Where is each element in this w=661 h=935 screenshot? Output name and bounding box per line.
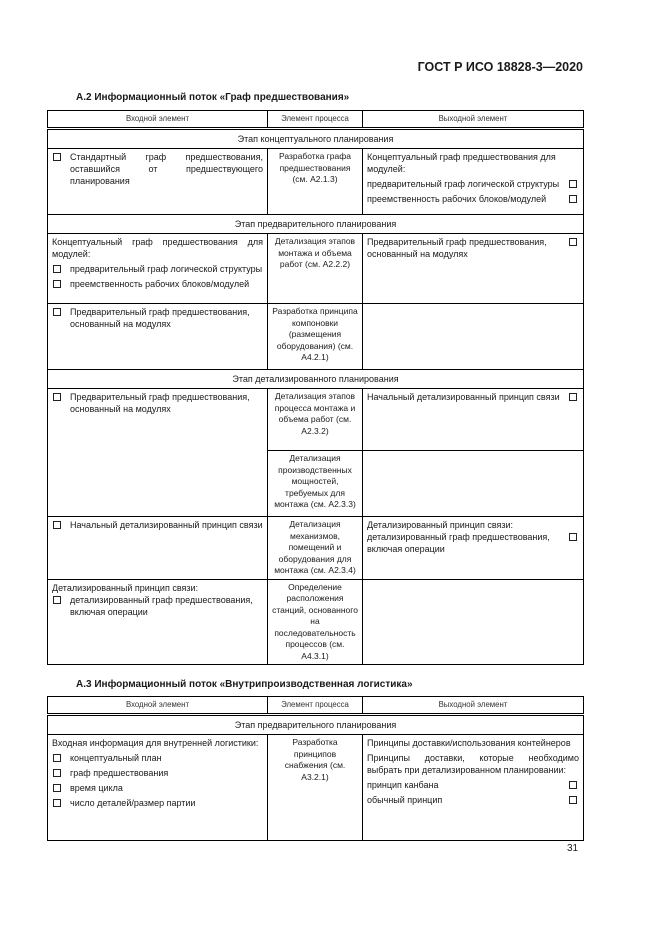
stage-detailed: Этап детализированного планирования [48,370,584,389]
checkbox-icon [53,596,61,604]
checkbox-icon [53,799,61,807]
cell-text: Концептуальный граф предшествования для модулей: [52,237,263,259]
checkbox-icon [53,769,61,777]
a2-r1-process: Разработка графа предшествования (см. А2.1.3) [268,149,363,215]
cell-text: число деталей/размер партии [70,798,196,808]
cell-text: детализированный граф предшествования, включая операции [70,594,253,617]
stage-preliminary: Этап предварительного планирования [48,715,584,735]
a2-r5-output [363,451,584,517]
cell-text: Детализированный принцип связи: [52,582,199,593]
a2-r6-process: Детализация механизмов, помещений и оборудования для монтажа (см. А2.3.4) [268,517,363,580]
table-a3 [47,696,584,841]
a2-r6-output [363,517,584,580]
cell-text: Предварительный граф предшествования, основанный на модулях [70,392,250,414]
a3-r1-process: Разработка принципов снабжения (см. А3.2.1) [268,735,363,841]
checkbox-icon [569,195,577,203]
a3-r1-input [48,735,268,841]
checkbox-icon [569,238,577,246]
a2-r1-input [48,149,268,215]
col-header-input: Входной элемент [48,697,268,715]
a2-r1-output [363,149,584,215]
cell-text: Начальный детализированный принцип связи [70,520,263,530]
cell-text: преемственность рабочих блоков/модулей [367,194,547,204]
cell-text: граф предшествования [70,768,169,778]
a2-r5-process: Детализация производственных мощностей, требуемых для монтажа (см. А2.3.3) [268,451,363,517]
checkbox-icon [569,393,577,401]
col-header-process: Элемент процесса [268,111,363,129]
cell-text: детализированный граф предшествования, включая операции [367,532,550,554]
checkbox-icon [53,393,61,401]
cell-text: Предварительный граф предшествования, основанный на модулях [367,237,547,259]
checkbox-icon [569,180,577,188]
a2-r2-output [363,234,584,304]
cell-text: Стандартный граф предшествования, оставшийся от предшествующего планирования [70,152,263,186]
cell-text: преемственность рабочих блоков/модулей [70,279,250,289]
a2-r4-process: Детализация этапов процесса монтажа и объема работ (см. А2.3.2) [268,389,363,451]
checkbox-icon [53,280,61,288]
checkbox-icon [53,521,61,529]
a2-r7-process: Определение расположения станций, основанного на последовательность процессов (см. А4.3.1) [268,579,363,665]
checkbox-icon [569,533,577,541]
col-header-output: Выходной элемент [363,697,584,715]
section-a3-title: А.3 Информационный поток «Внутрипроизводственная логистика» [76,679,413,690]
table-a2 [47,110,584,665]
a2-r3-output [363,304,584,370]
cell-text: обычный принцип [367,795,443,805]
cell-text: время цикла [70,783,123,793]
cell-text: предварительный граф логической структуры [70,264,263,274]
a2-r6-input [48,517,268,580]
checkbox-icon [53,754,61,762]
a2-r3-process: Разработка принципа компоновки (размещения оборудования) (см. А4.2.1) [268,304,363,370]
section-a2-title: А.2 Информационный поток «Граф предшествования» [76,92,350,103]
checkbox-icon [569,781,577,789]
cell-text: Принципы доставки/использования контейнеров [367,738,571,748]
a2-r7-output [363,579,584,665]
document-header: ГОСТ Р ИСО 18828-3—2020 [417,60,583,74]
checkbox-icon [53,265,61,273]
stage-conceptual: Этап концептуального планирования [48,129,584,149]
cell-text: Предварительный граф предшествования, основанный на модулях [70,307,250,329]
checkbox-icon [53,784,61,792]
a2-r7-input [48,579,268,665]
col-header-input: Входной элемент [48,111,268,129]
stage-preliminary: Этап предварительного планирования [48,215,584,234]
a2-r4-output [363,389,584,451]
cell-text: Концептуальный граф предшествования для модулей: [367,152,556,174]
cell-text: предварительный граф логической структуры [367,179,560,189]
cell-text: Детализированный принцип связи: [367,520,514,530]
a2-r2-input [48,234,268,304]
a2-r2-process: Детализация этапов монтажа и объема работ (см. А2.2.2) [268,234,363,304]
cell-text: концептуальный план [70,753,162,763]
col-header-output: Выходной элемент [363,111,584,129]
a2-r3-input [48,304,268,370]
cell-text: Начальный детализированный принцип связи [367,392,560,402]
cell-text: Принципы доставки, которые необходимо выбрать при детализированном планировании: [367,753,579,775]
col-header-process: Элемент процесса [268,697,363,715]
checkbox-icon [569,796,577,804]
cell-text: принцип канбана [367,780,439,790]
checkbox-icon [53,308,61,316]
checkbox-icon [53,153,61,161]
a3-r1-output [363,735,584,841]
a2-r4-input [48,389,268,517]
page-number: 31 [567,843,579,854]
cell-text: Входная информация для внутренней логистики: [52,738,259,748]
